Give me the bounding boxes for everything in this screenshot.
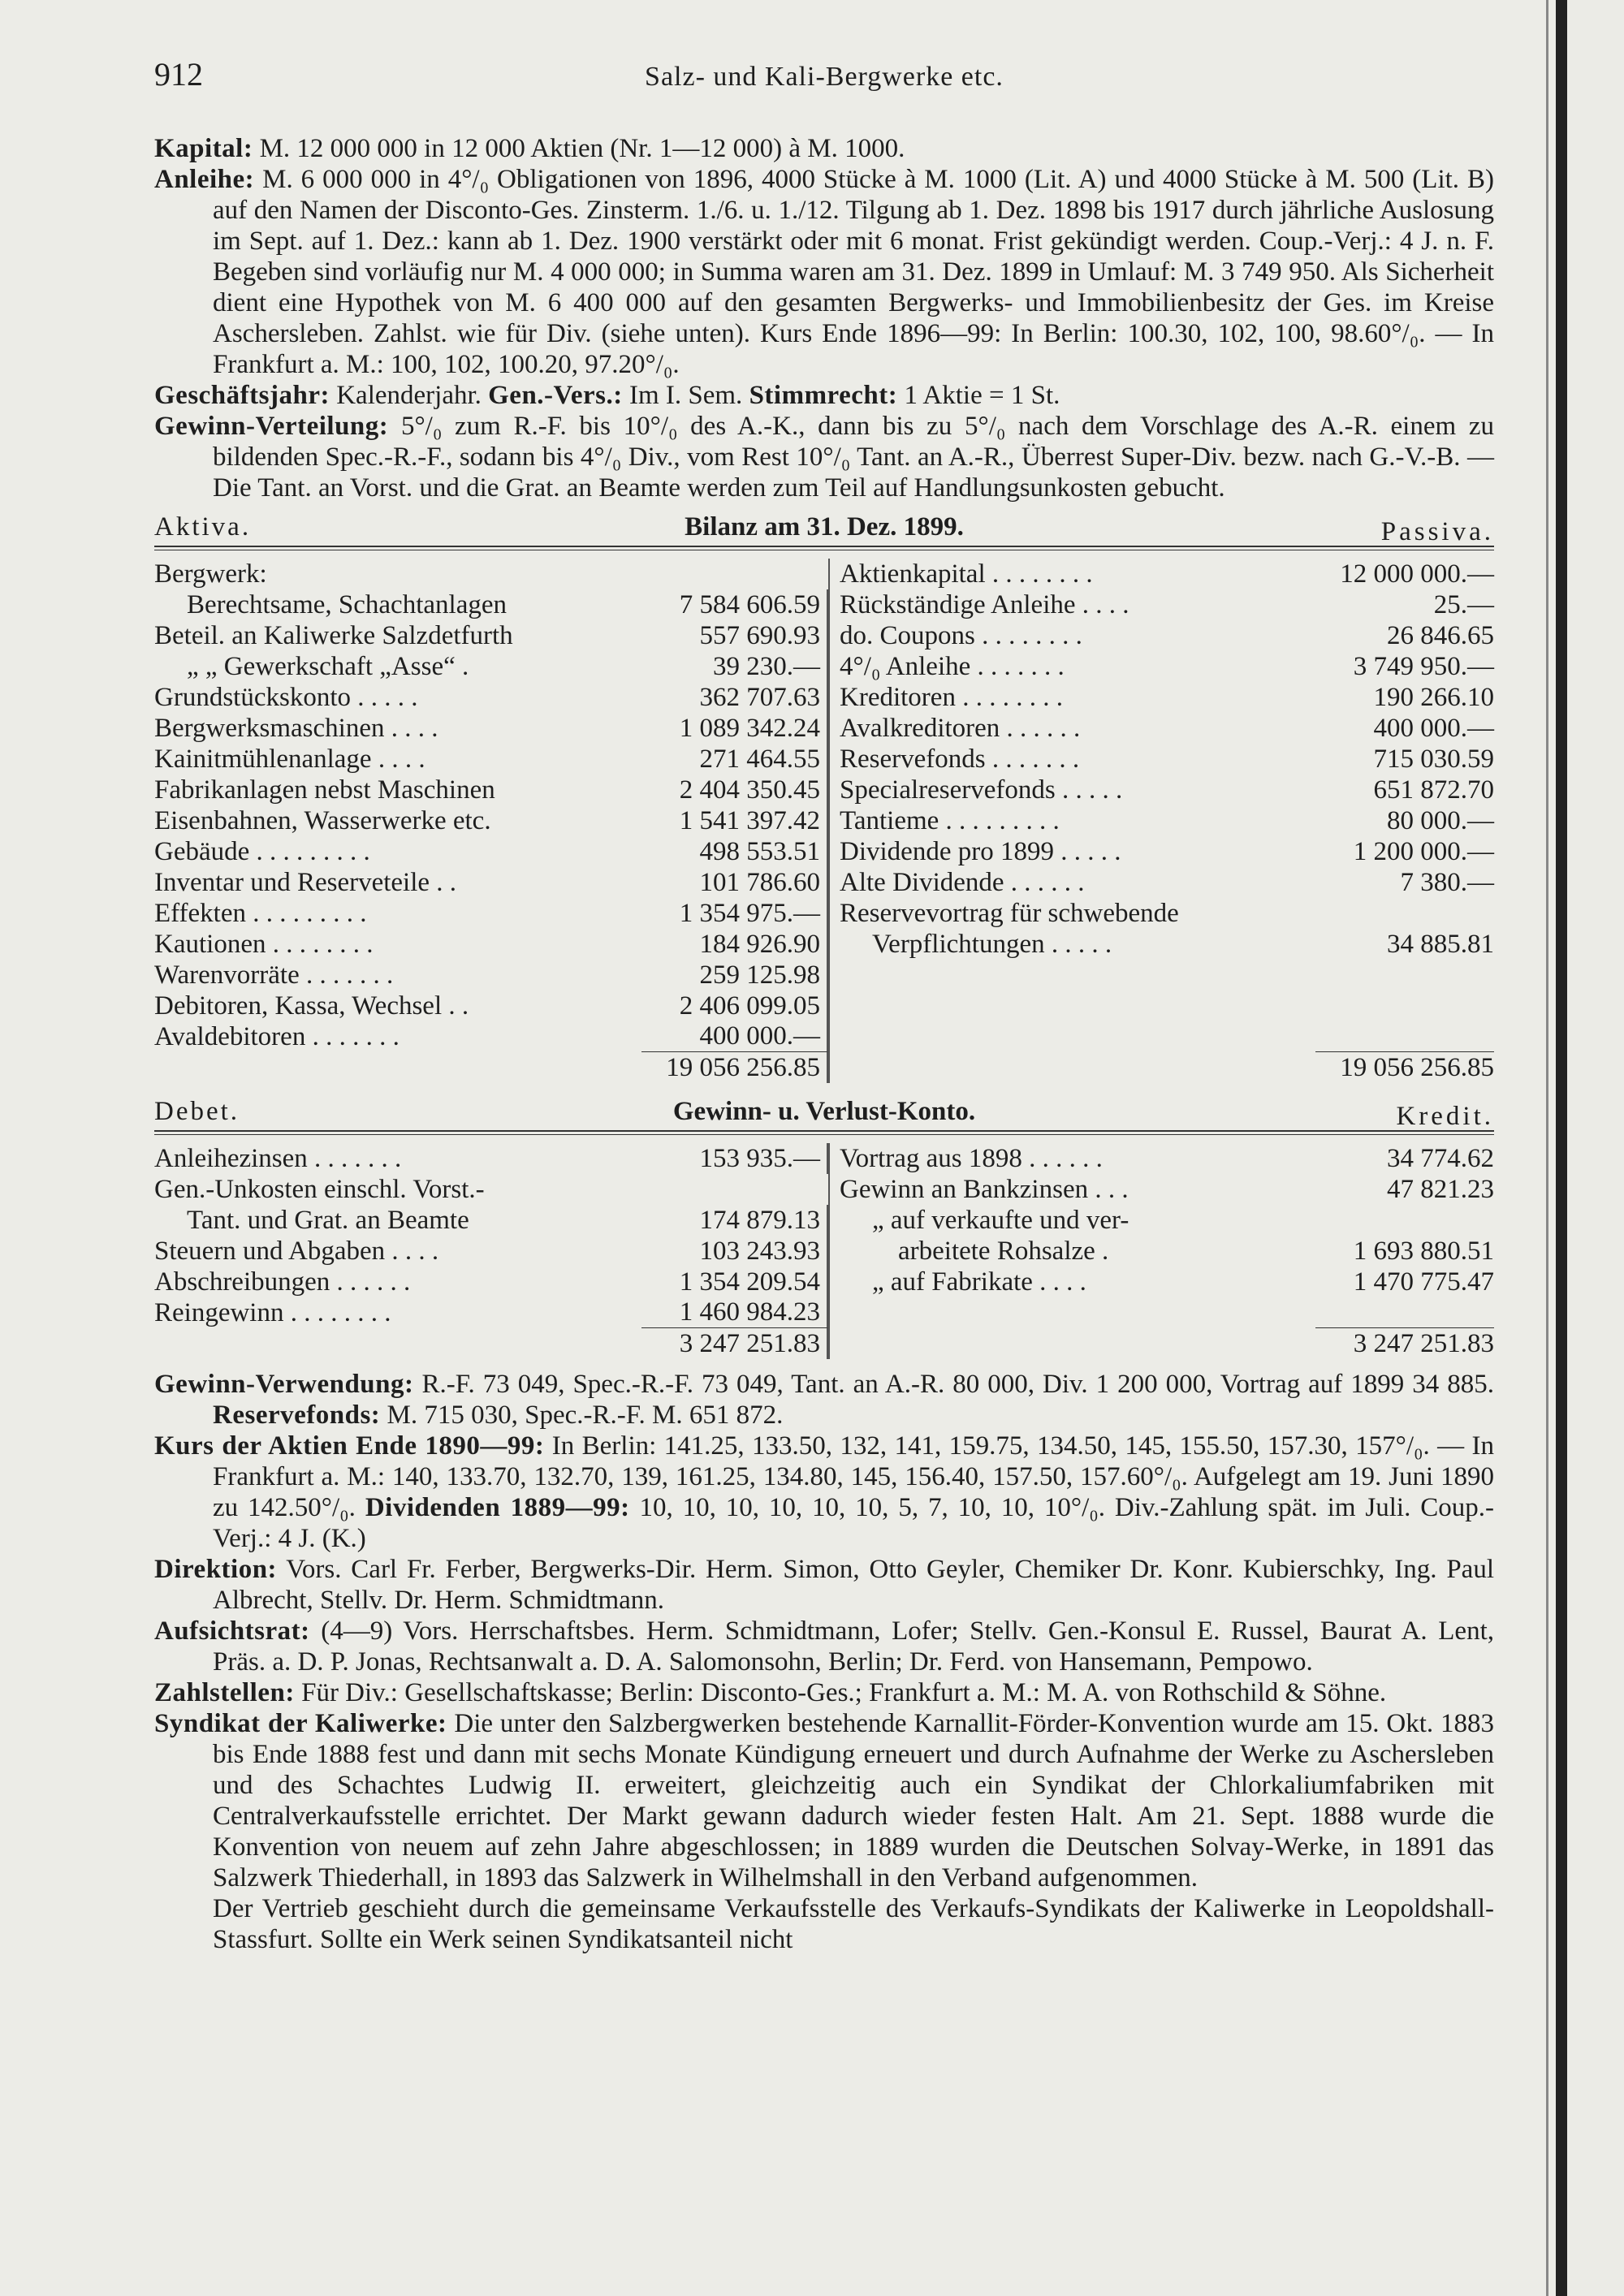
debet-row-label: Gen.-Unkosten einschl. Vorst.- [154, 1175, 485, 1204]
kredit-row [840, 1205, 1494, 1236]
passiva-row [840, 682, 1494, 713]
aktiva-column [154, 559, 828, 1083]
debet-row-label: Reingewinn . . . . . . . . [154, 1298, 391, 1327]
aktiva-row [154, 620, 828, 651]
debet-row [154, 1267, 828, 1297]
passiva-row-value: 190 266.10 [1373, 683, 1494, 712]
label-geschaeftsjahr: Geschäftsjahr: [154, 381, 330, 410]
text-direktion: Vors. Carl Fr. Ferber, Bergwerks-Dir. Herm. Simon, Otto Geyler, Chemiker Dr. Konr. Kubierschky, Ing. Paul Albrecht, Stellv. Dr. Herm. Schmidtmann. [213, 1555, 1494, 1615]
aktiva-row-label: Gebäude . . . . . . . . . [154, 837, 370, 866]
debet-column [154, 1143, 828, 1359]
aktiva-row-value: 271 464.55 [641, 744, 828, 775]
debet-label: Debet. [154, 1097, 240, 1126]
guv-rule [154, 1130, 1494, 1135]
passiva-row [840, 713, 1494, 744]
passiva-row-label: Reservevortrag für schwebende [840, 899, 1179, 928]
passiva-row-label: Reservefonds . . . . . . . [840, 744, 1080, 774]
passiva-row-value: 3 749 950.— [1353, 652, 1494, 681]
passiva-row-label: Aktienkapital . . . . . . . . [840, 559, 1093, 589]
label-gen-vers: Gen.-Vers.: [488, 381, 623, 410]
label-gewinn-verteilung: Gewinn-Verteilung: [154, 412, 389, 441]
debet-row-value: 103 243.93 [641, 1236, 828, 1267]
passiva-row [840, 867, 1494, 898]
para-geschaeftsjahr [154, 380, 1494, 411]
kredit-column [828, 1143, 1494, 1359]
bilanz-table [154, 559, 1494, 1083]
label-aufsichtsrat: Aufsichtsrat: [154, 1616, 310, 1646]
kredit-row-value: 34 774.62 [1387, 1144, 1494, 1173]
para-gewinn-verteilung [154, 411, 1494, 503]
passiva-row-label: Kreditoren . . . . . . . . [840, 683, 1063, 712]
bilanz-rule [154, 546, 1494, 550]
kredit-row [840, 1236, 1494, 1267]
debet-row-value: 153 935.— [641, 1143, 828, 1174]
debet-total: 3 247 251.83 [641, 1327, 828, 1359]
aktiva-row-label: Grundstückskonto . . . . . [154, 683, 418, 712]
aktiva-row-label: Effekten . . . . . . . . . [154, 899, 367, 928]
label-kapital: Kapital: [154, 134, 253, 163]
aktiva-row-label: Inventar und Reserveteile . . [154, 868, 457, 897]
aktiva-total-row [154, 1052, 828, 1083]
debet-row [154, 1205, 828, 1236]
para-kurs [154, 1431, 1494, 1554]
passiva-row [840, 559, 1494, 589]
debet-row-value: 1 460 984.23 [641, 1297, 828, 1328]
passiva-row [840, 929, 1494, 960]
label-anleihe: Anleihe: [154, 165, 255, 194]
aktiva-row [154, 589, 828, 620]
aktiva-row-value: 184 926.90 [641, 929, 828, 960]
passiva-row-value: 7 380.— [1400, 868, 1494, 897]
debet-total-row [154, 1328, 828, 1359]
text-gen-vers: Im I. Sem. [622, 381, 749, 410]
passiva-total: 19 056 256.85 [1315, 1051, 1494, 1083]
aktiva-row-value: 39 230.— [641, 651, 828, 682]
passiva-row [840, 589, 1494, 620]
passiva-row-label: Avalkreditoren . . . . . . [840, 714, 1081, 743]
text-dividenden: 10, 10, 10, 10, 10, 10, 5, 7, 10, 10, 10°/₀. Div.-Zahlung spät. im Juli. Coup.-Verj.: 4 J. (K.) [213, 1493, 1494, 1553]
debet-row [154, 1236, 828, 1267]
passiva-column [828, 559, 1494, 1083]
text-gewinn-verwendung: R.-F. 73 049, Spec.-R.-F. 73 049, Tant. an A.-R. 80 000, Div. 1 200 000, Vortrag auf 1899 34 885. [413, 1370, 1494, 1399]
aktiva-row-label: „ „ Gewerkschaft „Asse“ . [187, 652, 469, 681]
aktiva-row-value: 400 000.— [641, 1021, 828, 1052]
kredit-row-label: Vortrag aus 1898 . . . . . . [840, 1144, 1103, 1173]
text-gewinn-verteilung: 5°/₀ zum R.-F. bis 10°/₀ des A.-K., dann bis zu 5°/₀ nach dem Vorschlage des A.-R. einem zu bildenden Spec.-R.-F., sodann bis 4°/₀ Div., vom Rest 10°/₀ Tant. an A.-R., Überrest Super-Div. bezw. nach G.-V.-B. — Die Tant. an Vorst. und die Grat. an Beamte werden zum Teil auf Handlungsunkosten gebucht. [213, 412, 1494, 503]
para-aufsichtsrat [154, 1616, 1494, 1677]
kredit-row [840, 1143, 1494, 1174]
page-edge-shadow [1546, 0, 1548, 2296]
debet-row-label: Anleihezinsen . . . . . . . [154, 1144, 402, 1173]
label-kurs: Kurs der Aktien Ende 1890—99: [154, 1431, 545, 1461]
kredit-row [840, 1267, 1494, 1297]
aktiva-row-label: Berechtsame, Schachtanlagen [187, 590, 507, 619]
bilanz-heading [154, 511, 1494, 546]
aktiva-row-label: Avaldebitoren . . . . . . . [154, 1022, 400, 1051]
kredit-total: 3 247 251.83 [1315, 1327, 1494, 1359]
label-dividenden: Dividenden 1889—99: [365, 1493, 630, 1522]
passiva-row-value: 34 885.81 [1387, 930, 1494, 959]
aktiva-row-value: 1 354 975.— [641, 898, 828, 929]
passiva-row-value: 1 200 000.— [1353, 837, 1494, 866]
aktiva-row-value: 362 707.63 [641, 682, 828, 713]
passiva-row-label: 4°/₀ Anleihe . . . . . . . [840, 652, 1065, 681]
aktiva-row [154, 898, 828, 929]
bilanz-title: Bilanz am 31. Dez. 1899. [685, 512, 964, 542]
label-direktion: Direktion: [154, 1555, 278, 1584]
page-header [154, 55, 1494, 99]
aktiva-row-label: Debitoren, Kassa, Wechsel . . [154, 991, 469, 1021]
debet-row-label: Steuern und Abgaben . . . . [154, 1236, 439, 1266]
aktiva-row-value: 498 553.51 [641, 836, 828, 867]
book-spine-edge [1556, 0, 1567, 2296]
para-direktion [154, 1554, 1494, 1616]
aktiva-row [154, 960, 828, 990]
aktiva-row [154, 682, 828, 713]
passiva-row-label: Dividende pro 1899 . . . . . [840, 837, 1121, 866]
debet-row-label: Abschreibungen . . . . . . [154, 1267, 411, 1297]
text-zahlstellen: Für Div.: Gesellschaftskasse; Berlin: Disconto-Ges.; Frankfurt a. M.: M. A. von Rothschild & Söhne. [294, 1678, 1387, 1707]
aktiva-row-value: 557 690.93 [641, 620, 828, 651]
text-reservefonds: M. 715 030, Spec.-R.-F. M. 651 872. [380, 1400, 784, 1430]
aktiva-row [154, 651, 828, 682]
passiva-row [840, 744, 1494, 775]
aktiva-row [154, 836, 828, 867]
text-aufsichtsrat: (4—9) Vors. Herrschaftsbes. Herm. Schmidtmann, Lofer; Stellv. Gen.-Konsul E. Russel, Baurat A. Lent, Präs. a. D. P. Jonas, Rechtsanwalt a. D. A. Salomonsohn, Berlin; Dr. Ferd. von Hansemann, Pempowo. [213, 1616, 1494, 1677]
passiva-row [840, 836, 1494, 867]
kredit-total-row [840, 1328, 1494, 1359]
aktiva-row-label: Eisenbahnen, Wasserwerke etc. [154, 806, 491, 835]
aktiva-row-value: 1 541 397.42 [641, 805, 828, 836]
aktiva-row [154, 713, 828, 744]
label-gewinn-verwendung: Gewinn-Verwendung: [154, 1370, 414, 1399]
aktiva-row-value: 101 786.60 [641, 867, 828, 898]
para-vertrieb [154, 1893, 1494, 1955]
aktiva-row-label: Kautionen . . . . . . . . [154, 930, 374, 959]
passiva-row-value: 26 846.65 [1387, 621, 1494, 650]
text-vertrieb: Der Vertrieb geschieht durch die gemeinsame Verkaufsstelle des Verkaufs-Syndikats der Kaliwerke in Leopoldshall-Stassfurt. Sollte ein Werk seinen Syndikatsanteil nicht [213, 1894, 1494, 1954]
aktiva-row-label: Bergwerksmaschinen . . . . [154, 714, 438, 743]
aktiva-total: 19 056 256.85 [641, 1051, 828, 1083]
guv-title: Gewinn- u. Verlust-Konto. [672, 1097, 976, 1126]
aktiva-row [154, 1021, 828, 1052]
aktiva-row-value: 2 406 099.05 [641, 990, 828, 1021]
kredit-row-value: 1 470 775.47 [1353, 1267, 1494, 1297]
aktiva-row-value: 2 404 350.45 [641, 775, 828, 805]
passiva-row [840, 805, 1494, 836]
text-stimmrecht: 1 Aktie = 1 St. [897, 381, 1060, 410]
aktiva-row [154, 744, 828, 775]
aktiva-row-value: 1 089 342.24 [641, 713, 828, 744]
passiva-row [840, 620, 1494, 651]
page-body [154, 133, 1494, 1955]
text-geschaeftsjahr: Kalenderjahr. [329, 381, 489, 410]
passiva-row-value: 715 030.59 [1373, 744, 1494, 774]
text-kapital: M. 12 000 000 in 12 000 Aktien (Nr. 1—12 000) à M. 1000. [253, 134, 905, 163]
passiva-row-value: 400 000.— [1373, 714, 1494, 743]
label-syndikat: Syndikat der Kaliwerke: [154, 1709, 447, 1738]
passiva-row-value: 12 000 000.— [1340, 559, 1494, 589]
kredit-row-label: Gewinn an Bankzinsen . . . [840, 1175, 1129, 1204]
aktiva-row [154, 775, 828, 805]
aktiva-row [154, 559, 828, 589]
passiva-row-value: 25.— [1433, 590, 1494, 619]
aktiva-row-label: Bergwerk: [154, 559, 267, 589]
aktiva-row [154, 867, 828, 898]
aktiva-row [154, 990, 828, 1021]
aktiva-row-label: Beteil. an Kaliwerke Salzdetfurth [154, 621, 513, 650]
aktiva-row-label: Warenvorräte . . . . . . . [154, 960, 394, 990]
kredit-row-label: arbeitete Rohsalze . [898, 1236, 1109, 1266]
passiva-row-label: do. Coupons . . . . . . . . [840, 621, 1082, 650]
para-gewinn-verwendung [154, 1369, 1494, 1431]
passiva-row-label: Tantieme . . . . . . . . . [840, 806, 1060, 835]
kredit-row-label: „ auf Fabrikate . . . . [872, 1267, 1086, 1297]
running-title: Salz- und Kali-Bergwerke etc. [645, 62, 1004, 92]
aktiva-row-label: Kainitmühlenanlage . . . . [154, 744, 425, 774]
debet-row [154, 1143, 828, 1174]
passiva-row [840, 898, 1494, 929]
guv-table [154, 1143, 1494, 1359]
aktiva-row-label: Fabrikanlagen nebst Maschinen [154, 775, 495, 805]
debet-row [154, 1174, 828, 1205]
text-kurs: In Berlin: 141.25, 133.50, 132, 141, 159.75, 134.50, 145, 155.50, 157.30, 157°/₀. — In Frankfurt a. M.: 140, 133.70, 132.70, 139, 161.25, 134.80, 145, 156.40, 157.50, 157.60°/₀. Aufgelegt am 19. Juni 1890 zu 142.50°/₀. [213, 1431, 1494, 1522]
kredit-label: Kredit. [1396, 1102, 1494, 1131]
passiva-row [840, 775, 1494, 805]
aktiva-row [154, 805, 828, 836]
debet-row-value: 174 879.13 [641, 1205, 828, 1236]
para-kapital [154, 133, 1494, 164]
kredit-row [840, 1174, 1494, 1205]
aktiva-label: Aktiva. [154, 512, 252, 542]
para-anleihe [154, 164, 1494, 380]
kredit-row-value: 1 693 880.51 [1353, 1236, 1494, 1266]
aktiva-row-value: 259 125.98 [641, 960, 828, 990]
debet-row-value: 1 354 209.54 [641, 1267, 828, 1297]
debet-row-label: Tant. und Grat. an Beamte [187, 1206, 469, 1235]
text-anleihe: M. 6 000 000 in 4°/₀ Obligationen von 1896, 4000 Stücke à M. 1000 (Lit. A) und 4000 Stücke à M. 500 (Lit. B) auf den Namen der Disconto-Ges. Zinsterm. 1./6. u. 1./12. Tilgung ab 1. Dez. 1898 bis 1917 durch jährliche Auslosung im Sept. auf 1. Dez.: kann ab 1. Dez. 1900 verstärkt oder mit 6 monat. Frist gekündigt werden. Coup.-Verj.: 4 J. n. F. Begeben sind vorläufig nur M. 4 000 000; in Summa waren am 31. Dez. 1899 in Umlauf: M. 3 749 950. Als Sicherheit dient eine Hypothek von M. 6 400 000 auf den gesamten Bergwerks- und Immobilienbesitz der Ges. im Kreise Aschersleben. Zahlst. wie für Div. (siehe unten). Kurs Ende 1896—99: In Berlin: 100.30, 102, 100, 98.60°/₀. — In Frankfurt a. M.: 100, 102, 100.20, 97.20°/₀. [213, 165, 1494, 379]
aktiva-row-value: 7 584 606.59 [641, 589, 828, 620]
aktiva-row [154, 929, 828, 960]
text-syndikat: Die unter den Salzbergwerken bestehende Karnallit-Förder-Konvention wurde am 15. Okt. 1883 bis Ende 1888 fest und dann mit sechs Monate Kündigung erneuert und durch Aufnahme der Werke zu Aschersleben und des Schachtes Ludwig II. erweitert, gleichzeitig auch ein Syndikat der Chlorkaliumfabriken mit Centralverkaufsstelle errichtet. Der Markt gewann dadurch wieder festen Halt. Am 21. Sept. 1888 wurde die Konvention von neuem auf zehn Jahre abgeschlossen; in 1889 wurden die Deutschen Solvay-Werke, in 1891 das Salzwerk Thiederhall, in 1893 das Salzwerk in Wilhelmshall in den Verband aufgenommen. [213, 1709, 1494, 1892]
guv-heading [154, 1096, 1494, 1131]
para-zahlstellen [154, 1677, 1494, 1708]
passiva-row [840, 651, 1494, 682]
passiva-row-value: 651 872.70 [1373, 775, 1494, 805]
passiva-row-label: Alte Dividende . . . . . . [840, 868, 1085, 897]
label-zahlstellen: Zahlstellen: [154, 1678, 295, 1707]
passiva-total-row [840, 1052, 1494, 1083]
page-number: 912 [154, 56, 203, 93]
para-syndikat [154, 1708, 1494, 1893]
kredit-row-label: „ auf verkaufte und ver- [872, 1206, 1129, 1235]
passiva-row-label: Verpflichtungen . . . . . [872, 930, 1112, 959]
passiva-label: Passiva. [1380, 517, 1494, 546]
label-reservefonds: Reservefonds: [213, 1400, 381, 1430]
passiva-row-label: Rückständige Anleihe . . . . [840, 590, 1129, 619]
passiva-row-value: 80 000.— [1387, 806, 1494, 835]
debet-row [154, 1297, 828, 1328]
passiva-row-label: Specialreservefonds . . . . . [840, 775, 1123, 805]
kredit-row-value: 47 821.23 [1387, 1175, 1494, 1204]
label-stimmrecht: Stimmrecht: [749, 381, 898, 410]
